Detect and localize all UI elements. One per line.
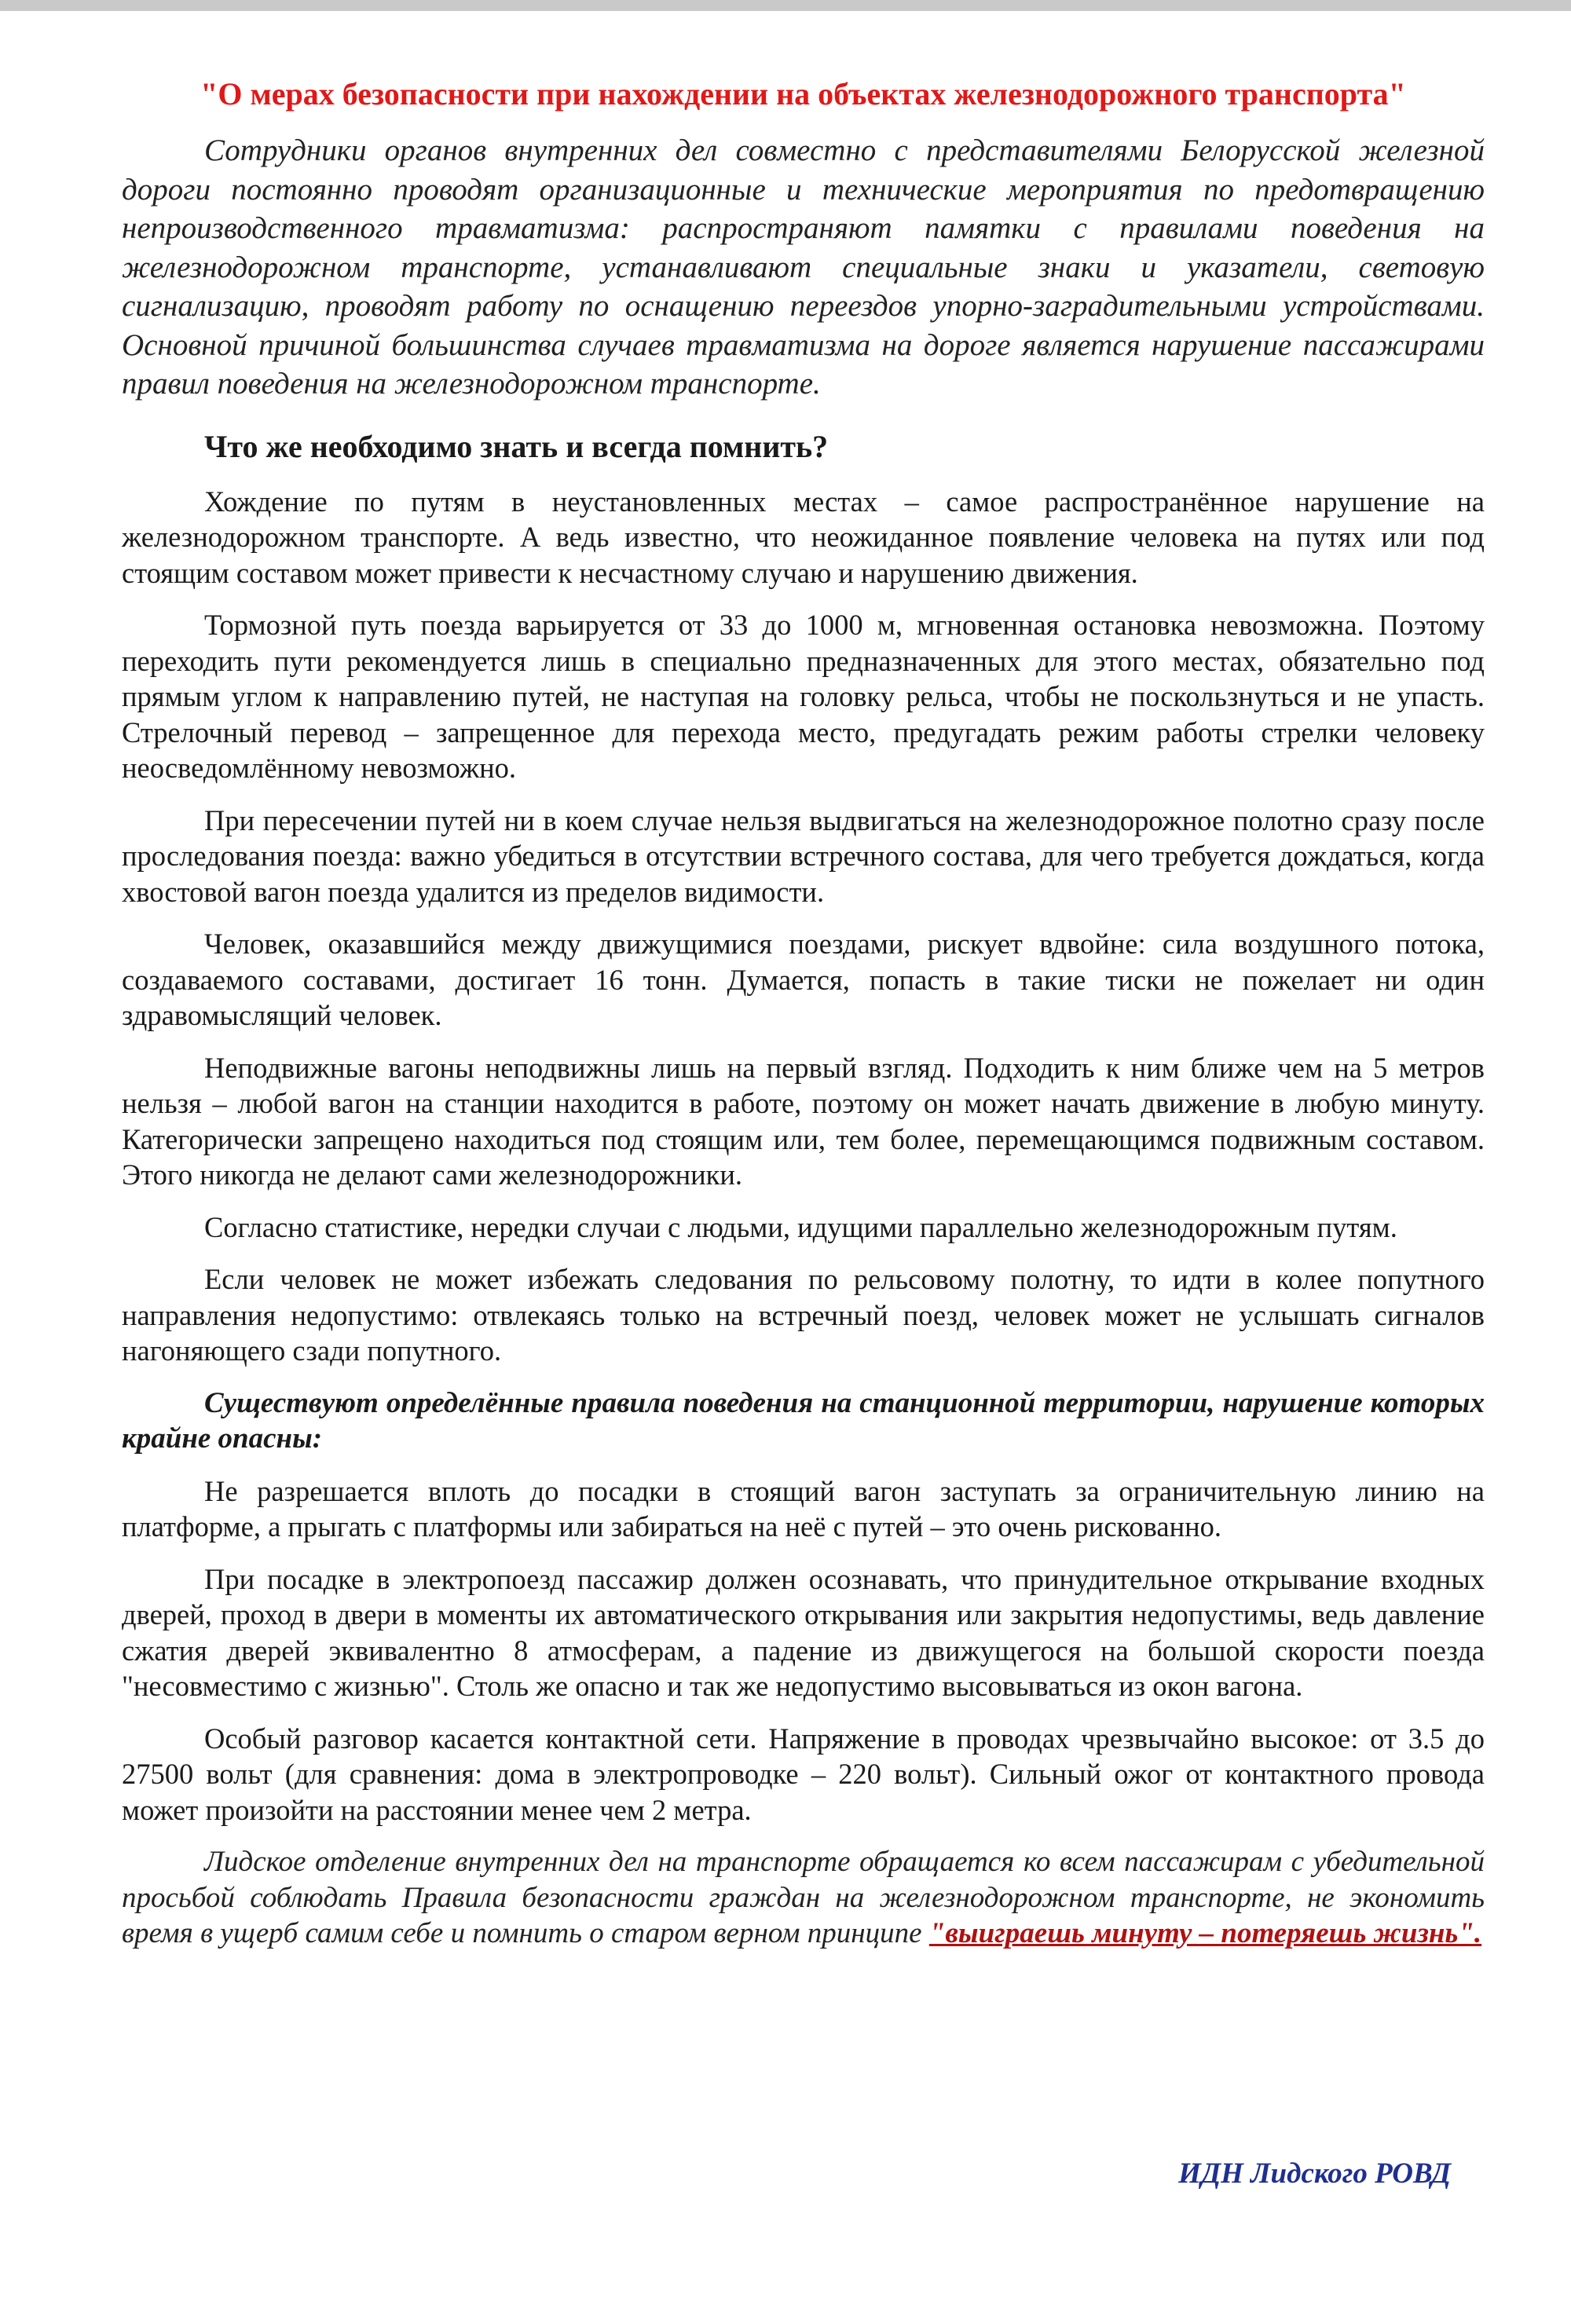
body-paragraph: Неподвижные вагоны неподвижны лишь на первый взгляд. Подходить к ним ближе чем на 5 метров нельзя – любой вагон на станции находится в работе, поэтому он может начать движение в любую минуту. Категорически запрещено находиться под стоящим или, тем более, перемещающимся подвижным составом. Этого никогда не делают сами железнодорожники. [122,1051,1485,1191]
body-paragraph: При посадке в электропоезд пассажир должен осознавать, что принудительное открывание входных дверей, проход в двери в моменты их автоматического открывания или закрытия недопустимы, ведь давление сжатия дверей эквивалентно 8 атмосферам, а падение из движущегося на большой скорости поезда "несовместимо с жизнью". Столь же опасно и так же недопустимо высовываться из окон вагона. [122,1562,1485,1702]
paragraph-group-2 [122,1473,1485,1828]
body-paragraph: Если человек не может избежать следования по рельсовому полотну, то идти в колее попутного направления недопустимо: отвлекаясь только на встречный поезд, человек может не услышать сигналов нагоняющего сзади попутного. [122,1263,1485,1367]
paragraph-group-1 [122,484,1485,1369]
body-paragraph: Человек, оказавшийся между движущимися поездами, рискует вдвойне: сила воздушного потока, создаваемого составами, достигает 16 тонн. Думается, попасть в такие тиски не пожелает ни один здравомыслящий человек. [122,928,1485,1031]
body-paragraph: Особый разговор касается контактной сети. Напряжение в проводах чрезвычайно высокое: от 3.5 до 27500 вольт (для сравнения: дома в электропроводке – 220 вольт). Сильный ожог от контактного провода может произойти на расстоянии менее чем 2 метра. [122,1722,1485,1826]
document-title: "О мерах безопасности при нахождении на объектах железнодорожного транспорта" [200,76,1406,112]
body-paragraph: Согласно статистике, нередки случаи с людьми, идущими параллельно железнодорожным путям. [204,1210,1397,1243]
body-paragraph: При пересечении путей ни в коем случае нельзя выдвигаться на железнодорожное полотно сразу после проследования поезда: важно убедиться в отсутствии встречного состава, для чего требуется дождаться, когда хвостовой вагон поезда удалится из пределов видимости. [122,803,1485,908]
motto-text: "выиграешь минуту – потеряешь жизнь". [928,1917,1482,1949]
document-page [122,75,1485,1952]
closing-paragraph [122,1844,1485,1952]
body-paragraph: Не разрешается вплоть до посадки в стоящий вагон заступать за ограничительную линию на платформе, а прыгать с платформы или забираться на неё с путей – это очень рискованно. [122,1474,1485,1543]
intro-paragraph: Сотрудники органов внутренних дел совместно с представителями Белорусской железной дороги постоянно проводят организационные и технические мероприятия по предотвращению непроизводственного травматизма: распространяют памятки с правилами поведения на железнодорожном транспорте, устанавливают специальные знаки и указатели, световую сигнализацию, проводят работу по оснащению переездов упорно-заградительными устройствами. Основной причиной большинства случаев травматизма на дороге является нарушение пассажирами правил поведения на железнодорожном транспорте. [122,134,1485,401]
signature: ИДН Лидского РОВД [1178,2157,1451,2190]
top-border [0,0,1571,11]
body-paragraph: Хождение по путям в неустановленных местах – самое распространённое нарушение на железнодорожном транспорте. А ведь известно, что неожиданное появление человека на путях или под стоящим составом может привести к несчастному случаю и нарушению движения. [122,485,1485,589]
rules-heading: Существуют определённые правила поведения на станционной территории, нарушение которых крайне опасны: [122,1386,1485,1455]
body-paragraph: Тормозной путь поезда варьируется от 33 до 1000 м, мгновенная остановка невозможна. Поэтому переходить пути рекомендуется лишь в специально предназначенных для этого местах, обязательно под прямым углом к направлению путей, не наступая на головку рельса, чтобы не поскользнуться и не упасть. Стрелочный перевод – запрещенное для перехода место, предугадать режим работы стрелки человеку неосведомлённому невозможно. [122,609,1485,784]
closing-text: Лидское отделение внутренних дел на транспорте обращается ко всем пассажирам с убедительной просьбой соблюдать Правила безопасности граждан на железнодорожном транспорте, не экономить время в ущерб самим себе и помнить о старом верном принципе [122,1846,1485,1949]
section-subheading: Что же необходимо знать и всегда помнить? [204,428,829,464]
